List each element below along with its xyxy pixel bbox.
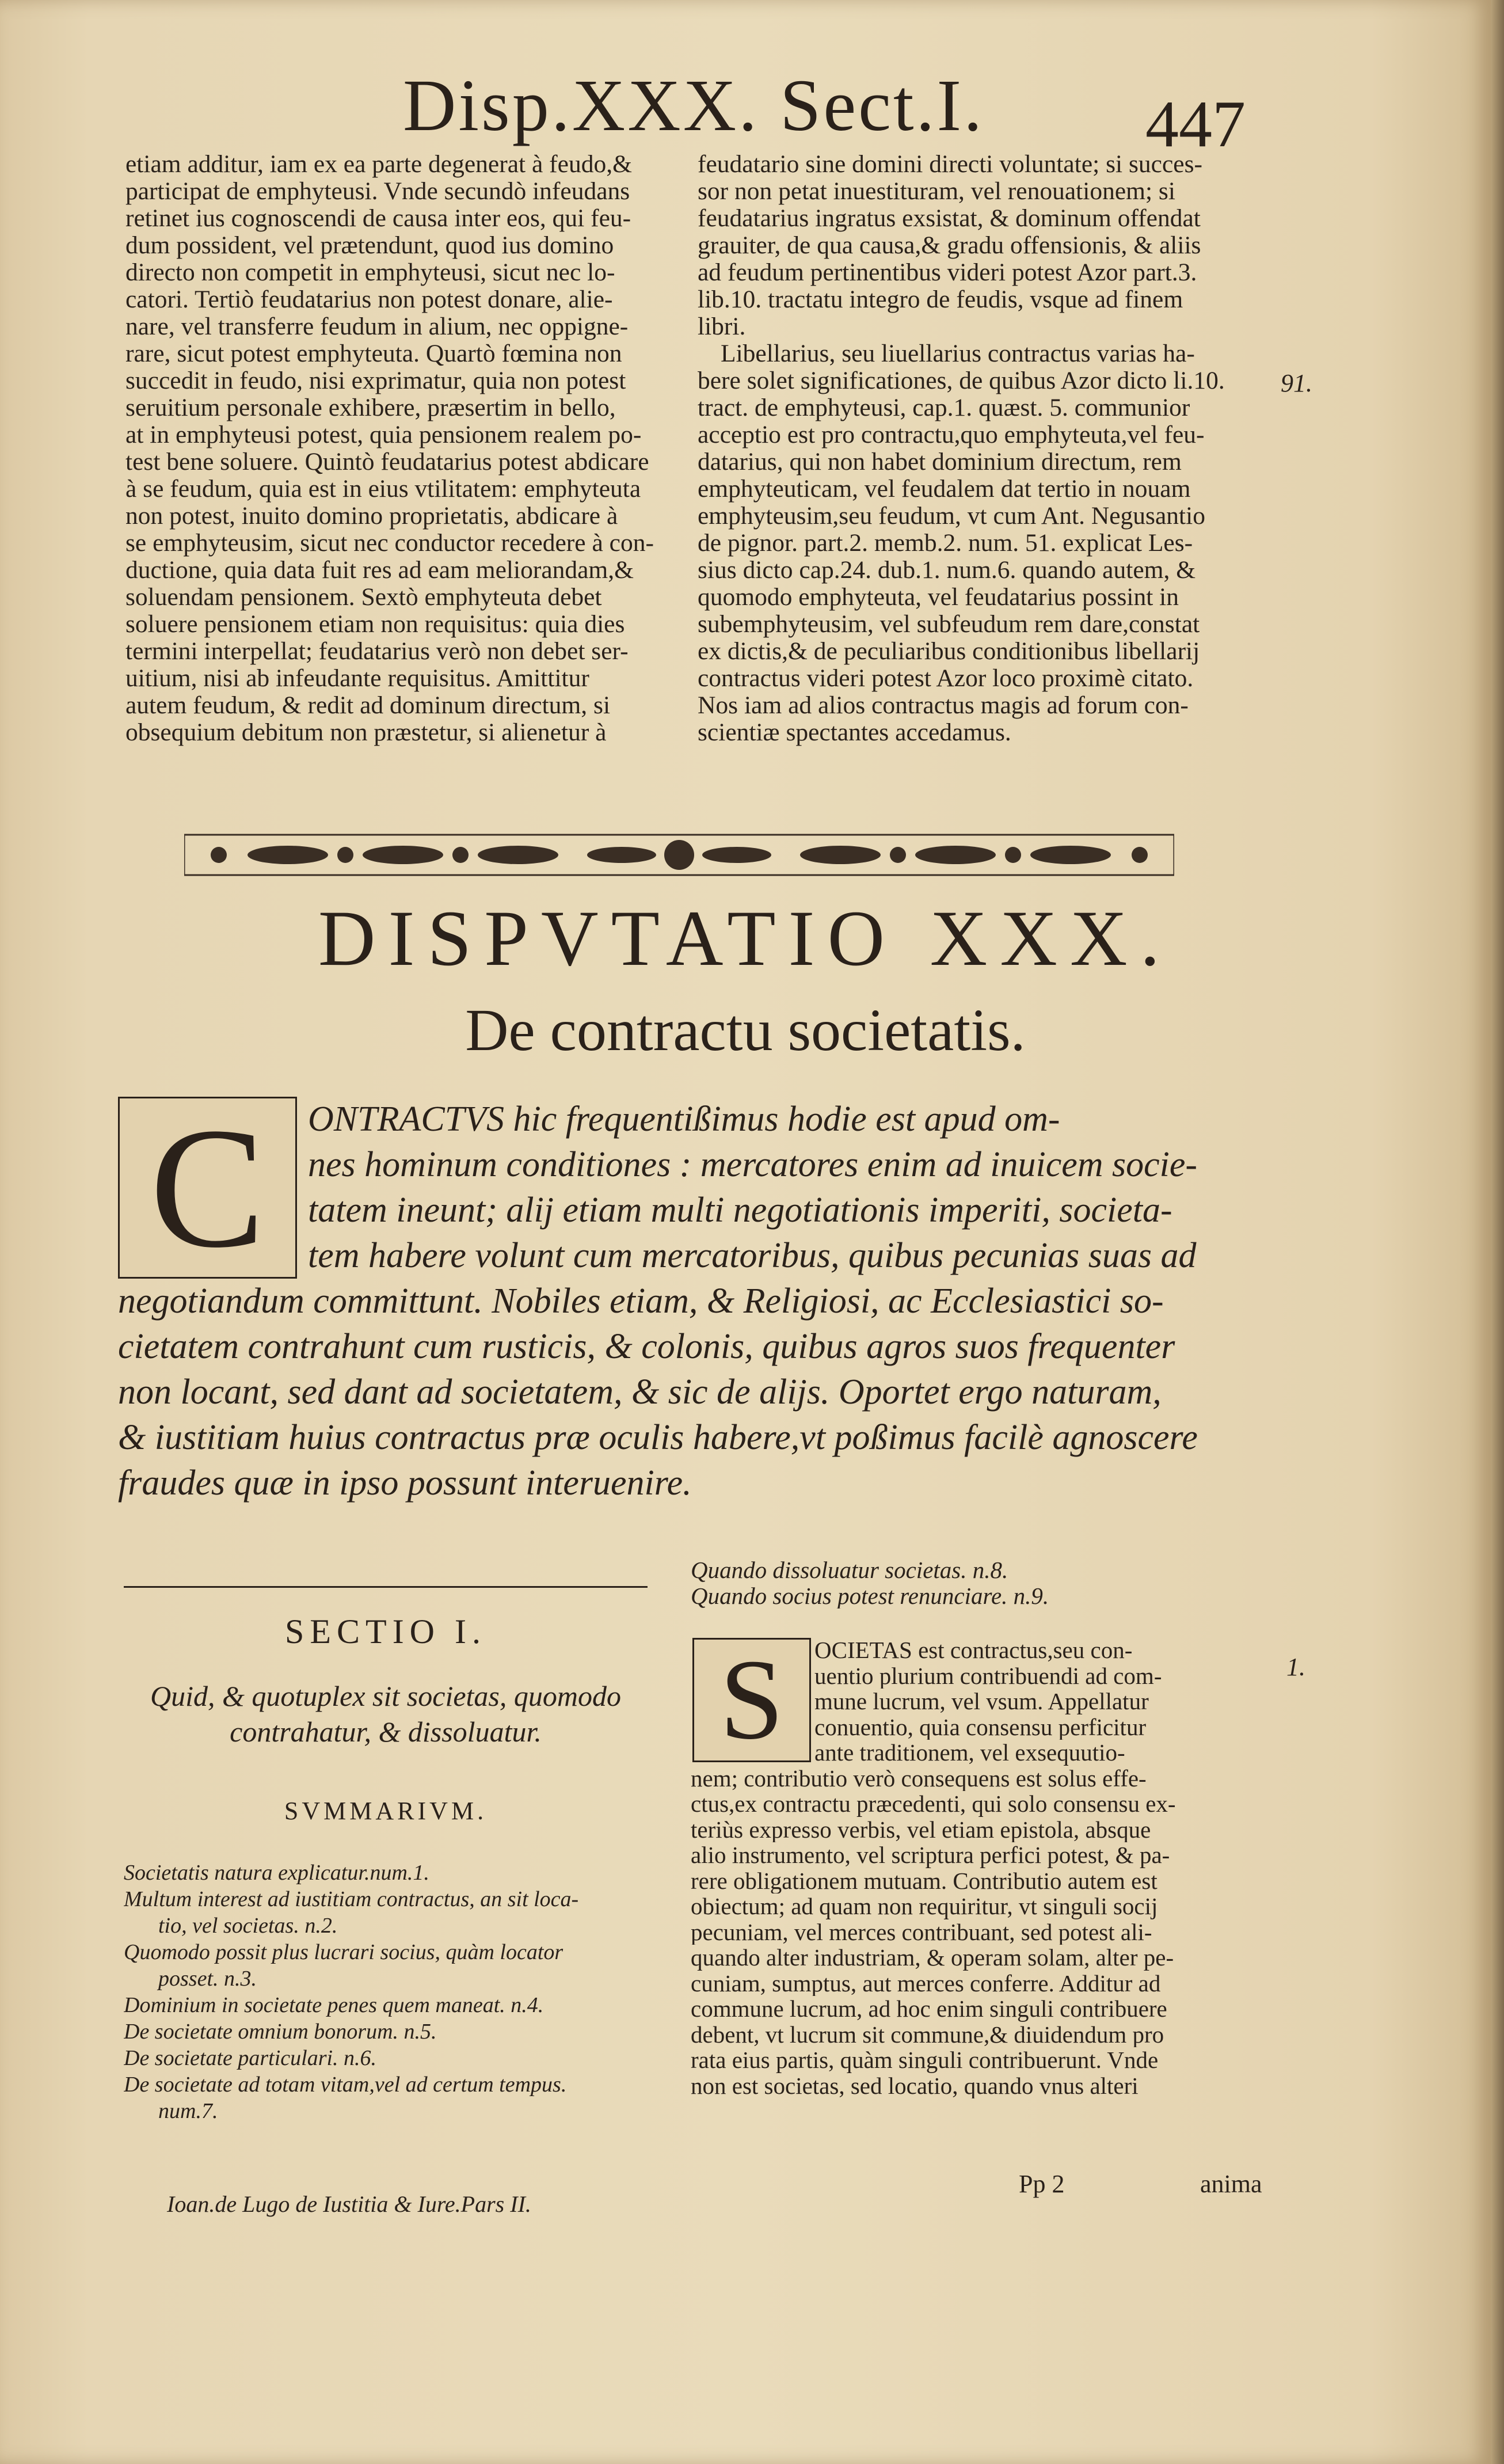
text-line: teriùs expresso verbis, vel etiam epistola, absque (691, 1816, 1151, 1842)
text-line: Libellarius, seu liuellarius contractus varias ha- (721, 340, 1195, 367)
intro-line: & iustitiam huius contractus præ oculis habere,vt poßimus facilè agnoscere (118, 1418, 1198, 1457)
text-line: se emphyteusim, sicut nec conductor recedere à con- (125, 530, 654, 557)
page-edge (1491, 0, 1504, 2464)
intro-line: fraudes quæ in ipso possunt interuenire. (118, 1463, 692, 1503)
text-line: à se feudum, quia est in eius vtilitatem: emphyteuta (125, 476, 641, 503)
running-title: Disp.XXX. Sect.I. (403, 64, 985, 146)
text-line: autem feudum, & redit ad dominum directum, si (125, 692, 611, 719)
text-line: rere obligationem mutuam. Contributio autem est (691, 1868, 1157, 1893)
text-line: quomodo emphyteuta, vel feudatarius possint in (698, 584, 1179, 611)
text-line: de pignor. part.2. memb.2. num. 51. explicat Les- (698, 530, 1193, 557)
text-line: grauiter, de qua causa,& gradu offensionis, & aliis (698, 232, 1201, 259)
summarium-heading: SVMMARIVM. (284, 1797, 488, 1825)
page-header (0, 63, 1491, 161)
right-column-top (698, 151, 1250, 746)
page-number: 447 (1145, 88, 1246, 161)
summary-item: posset. n.3. (158, 1967, 257, 1991)
summary-item: Quomodo possit plus lucrari socius, quàm locator (124, 1940, 563, 1964)
text-line: emphyteuticam, vel feudalem dat tertio in nouam (698, 476, 1191, 503)
sectio-question (124, 1678, 648, 1750)
text-line: obsequium debitum non præstetur, si alienetur à (125, 719, 607, 746)
intro-line: negotiandum committunt. Nobiles etiam, & Religiosi, ac Ecclesiastici so- (118, 1282, 1164, 1321)
text-line: at in emphyteusi potest, quia pensionem realem po- (125, 421, 642, 448)
decorative-ornament-band (184, 829, 1174, 881)
left-column-top (125, 151, 661, 746)
text-line: directo non competit in emphyteusi, sicut nec lo- (125, 259, 615, 286)
summary-item: Quando dissoluatur societas. n.8. (691, 1557, 1008, 1583)
text-line: ctus,ex contractu præcedenti, qui solo consensu ex- (691, 1791, 1176, 1817)
intro-line: non locant, sed dant ad societatem, & sic de alijs. Oportet ergo naturam, (118, 1372, 1162, 1412)
text-line: feudatario sine domini directi voluntate; si succes- (698, 151, 1202, 178)
text-line: lib.10. tractatu integro de feudis, vsque ad finem (698, 286, 1183, 313)
text-line: quando alter industriam, & operam solam, alter pe- (691, 1945, 1174, 1971)
text-line: commune lucrum, ad hoc enim singuli contribuere (691, 1996, 1167, 2022)
text-line: termini interpellat; feudatarius verò non debet ser- (125, 638, 629, 665)
summary-item: Quando socius potest renunciare. n.9. (691, 1583, 1049, 1609)
summary-item: De societate particulari. n.6. (124, 2046, 377, 2070)
disputatio-subtitle: De contractu societatis. (465, 997, 1026, 1063)
ornamental-initial-s (692, 1638, 811, 1762)
text-line: non potest, inuito domino proprietatis, abdicare à (125, 503, 618, 530)
text-line: soluere pensionem etiam non requisitus: quia dies (125, 611, 625, 638)
text-line: succedit in feudo, nisi exprimatur, quia non potest (125, 367, 626, 394)
text-line: participat de emphyteusi. Vnde secundò infeudans (125, 178, 630, 205)
signature-mark: Pp 2 (1019, 2170, 1065, 2198)
text-line: nem; contributio verò consequens est solus effe- (691, 1765, 1147, 1791)
text-line: dum possident, vel prætendunt, quod ius domino (125, 232, 614, 259)
text-line: sius dicto cap.24. dub.1. num.6. quando autem, & (698, 557, 1196, 584)
text-line: mune lucrum, vel vsum. Appellatur (814, 1689, 1149, 1714)
summary-item: De societate omnium bonorum. n.5. (124, 2020, 437, 2044)
text-line: cuniam, sumptus, aut merces conferre. Additur ad (691, 1970, 1161, 1996)
summary-list (124, 1860, 653, 2124)
text-line: alio instrumento, vel scriptura perfici potest, & pa- (691, 1842, 1170, 1868)
text-line: test bene soluere. Quintò feudatarius potest abdicare (125, 448, 649, 476)
summary-item: Multum interest ad iustitiam contractus, an sit loca- (124, 1887, 579, 1911)
catchword: anima (1200, 2170, 1262, 2198)
text-line: ad feudum pertinentibus videri potest Azor part.3. (698, 259, 1197, 286)
signature-line: Ioan.de Lugo de Iustitia & Iure.Pars II. (167, 2191, 531, 2217)
text-line: catori. Tertiò feudatarius non potest donare, alie- (125, 286, 613, 313)
text-line: Nos iam ad alios contractus magis ad forum con- (698, 692, 1189, 719)
spacer (691, 1609, 1252, 1637)
text-line: feudatarius ingratus exsistat, & dominum offendat (698, 205, 1201, 232)
text-line: obiectum; ad quam non requiritur, vt singuli socij (691, 1893, 1158, 1919)
intro-line: ONTRACTVS hic frequentißimus hodie est apud om- (308, 1100, 1060, 1139)
intro-line: tem habere volunt cum mercatoribus, quibus pecunias suas ad (308, 1236, 1197, 1275)
summary-item: Societatis natura explicatur.num.1. (124, 1861, 429, 1885)
text-line: seruitium personale exhibere, præsertim in bello, (125, 394, 616, 421)
initial-letter: C (150, 1092, 265, 1283)
initial-letter-s: S (719, 1636, 784, 1763)
sectio-heading: SECTIO I. (285, 1613, 486, 1651)
text-line: debent, vt lucrum sit commune,& diuidendum pro (691, 2021, 1164, 2047)
text-line: ante traditionem, vel exsequutio- (814, 1740, 1125, 1766)
question-line: Quid, & quotuplex sit societas, quomodo (150, 1680, 621, 1712)
text-line: nare, vel transferre feudum in alium, nec oppigne- (125, 313, 629, 340)
text-line: scientiæ spectantes accedamus. (698, 719, 1011, 746)
intro-line: tatem ineunt; alij etiam multi negotiationis imperiti, societa- (308, 1191, 1172, 1230)
text-line: subemphyteusim, vel subfeudum rem dare,constat (698, 611, 1200, 638)
text-line: soluendam pensionem. Sextò emphyteuta debet (125, 584, 602, 611)
text-line: uentio plurium contribuendi ad com- (814, 1663, 1162, 1689)
text-line: ductione, quia data fuit res ad eam meliorandam,& (125, 557, 634, 584)
margin-note-1: 1. (1286, 1653, 1305, 1681)
text-line: pecuniam, vel merces contribuant, sed potest ali- (691, 1919, 1152, 1945)
summary-item: num.7. (158, 2099, 218, 2123)
text-line: acceptio est pro contractu,quo emphyteuta,vel feu- (698, 421, 1205, 448)
text-line: rare, sicut potest emphyteuta. Quartò fœmina non (125, 340, 622, 367)
margin-note-91: 91. (1281, 369, 1312, 397)
section-rule (124, 1586, 648, 1588)
summary-item: tio, vel societas. n.2. (158, 1914, 338, 1938)
text-line: conuentio, quia consensu perficitur (814, 1714, 1147, 1740)
text-line: contractus videri potest Azor loco proximè citato. (698, 665, 1194, 692)
text-line: retinet ius cognoscendi de causa inter eos, qui feu- (125, 205, 631, 232)
text-line: datarius, qui non habet dominium directum, rem (698, 448, 1182, 476)
text-line: non est societas, sed locatio, quando vnus alteri (691, 2073, 1139, 2098)
summary-item: De societate ad totam vitam,vel ad certum tempus. (124, 2073, 567, 2097)
text-line: libri. (698, 313, 746, 340)
text-line: OCIETAS est contractus,seu con- (814, 1637, 1133, 1663)
text-line: ex dictis,& de peculiaribus conditionibus libellarij (698, 638, 1200, 665)
text-line: tract. de emphyteusi, cap.1. quæst. 5. communior (698, 394, 1190, 421)
text-line: uitium, nisi ab infeudante requisitus. Amittitur (125, 665, 589, 692)
text-line: sor non petat inuestituram, vel renouationem; si (698, 178, 1175, 205)
text-line: emphyteusim,seu feudum, vt cum Ant. Negusantio (698, 503, 1205, 530)
ornamental-initial-c (118, 1092, 297, 1283)
question-line: contrahatur, & dissoluatur. (230, 1716, 542, 1748)
intro-line: cietatem contrahunt cum rusticis, & colonis, quibus agros suos frequenter (118, 1327, 1175, 1366)
summary-item: Dominium in societate penes quem maneat. n.4. (124, 1993, 544, 2017)
intro-line: nes hominum conditiones : mercatores enim ad inuicem socie- (308, 1145, 1198, 1184)
text-line: etiam additur, iam ex ea parte degenerat à feudo,& (125, 151, 632, 178)
text-line: bere solet significationes, de quibus Azor dicto li.10. (698, 367, 1225, 394)
text-line: rata eius partis, quàm singuli contribuerunt. Vnde (691, 2047, 1159, 2073)
disputatio-title: DISPVTATIO XXX. (318, 894, 1173, 982)
